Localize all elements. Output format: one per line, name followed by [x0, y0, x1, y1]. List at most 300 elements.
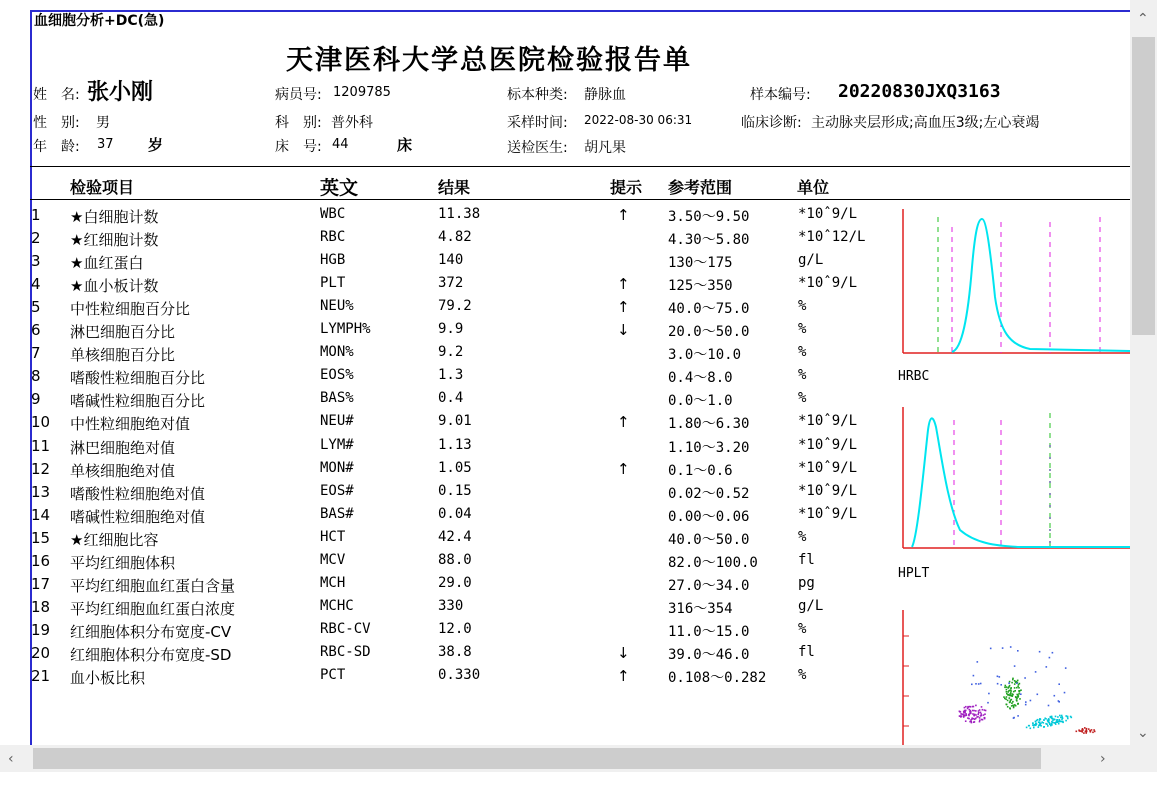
patient-dept: 普外科	[331, 115, 373, 131]
scatter-point	[999, 676, 1001, 678]
row-number: 3	[31, 252, 41, 271]
item-code: EOS%	[320, 367, 354, 384]
scatter-point	[1041, 721, 1043, 723]
scatter-point	[1009, 681, 1011, 683]
item-reference: 40.0～75.0	[668, 301, 750, 318]
scatter-point	[1032, 722, 1034, 724]
top-border	[30, 10, 1130, 12]
scatter-point	[1061, 716, 1063, 718]
scatter-point	[1015, 705, 1017, 707]
specimen-label: 标本种类:	[507, 87, 568, 103]
item-unit: %	[798, 390, 807, 407]
scatter-point	[973, 675, 975, 677]
diagnosis: 主动脉夹层形成;高血压3级;左心衰竭	[811, 115, 1040, 131]
item-name: 红细胞体积分布宽度-CV	[70, 622, 232, 641]
header-rule-bottom	[30, 199, 1130, 200]
patient-age: 37	[97, 137, 114, 152]
scatter-point	[1051, 716, 1053, 718]
item-unit: %	[798, 344, 807, 361]
scatter-point	[1043, 719, 1045, 721]
scatter-point	[969, 713, 971, 715]
item-unit: *10ˆ9/L	[798, 275, 858, 292]
row-number: 13	[31, 482, 51, 501]
item-unit: *10ˆ9/L	[798, 413, 858, 430]
scroll-left-icon[interactable]: ‹	[8, 751, 14, 767]
item-code: MCV	[320, 551, 346, 568]
item-code: HCT	[320, 528, 346, 545]
item-reference: 4.30～5.80	[668, 232, 750, 249]
scatter-point	[1071, 717, 1073, 719]
scatter-point	[1011, 705, 1013, 707]
scatter-point	[1058, 723, 1060, 725]
plt-histogram	[900, 405, 1130, 553]
scatter-point	[1011, 682, 1013, 684]
scatter-point	[1035, 722, 1037, 724]
scatter-point	[1012, 678, 1014, 680]
scatter-point	[1017, 680, 1019, 682]
dc-scattergram	[900, 608, 1130, 745]
scatter-point	[963, 712, 965, 714]
scroll-right-icon[interactable]: ›	[1100, 751, 1106, 767]
scatter-point	[1083, 732, 1085, 734]
row-number: 11	[31, 436, 51, 455]
item-reference: 3.50～9.50	[668, 209, 750, 225]
scatter-point	[1090, 730, 1092, 732]
item-unit: %	[798, 321, 807, 338]
item-name: 红细胞体积分布宽度-SD	[70, 645, 232, 664]
scatter-point	[987, 702, 989, 704]
scatter-point	[1008, 686, 1010, 688]
scatter-point	[976, 716, 978, 718]
item-reference: 0.108～0.282	[668, 670, 767, 686]
item-unit: *10ˆ9/L	[798, 206, 858, 222]
scatter-point	[1028, 725, 1030, 727]
item-code: BAS%	[320, 390, 354, 407]
scatter-point	[1037, 719, 1039, 721]
scatter-point	[1054, 695, 1056, 697]
scatter-point	[980, 683, 982, 685]
plt-plot-label: HPLT	[898, 566, 930, 581]
scatter-point	[969, 709, 971, 711]
item-result: 79.2	[438, 298, 472, 315]
item-name: ★白细胞计数	[70, 208, 159, 226]
scatter-point	[997, 676, 999, 678]
item-unit: %	[798, 620, 807, 637]
item-unit: %	[798, 667, 807, 683]
scatter-point	[1025, 701, 1027, 703]
item-reference: 125～350	[668, 278, 733, 295]
vertical-scroll-thumb[interactable]	[1132, 37, 1155, 335]
row-number: 5	[31, 298, 41, 317]
scatter-point	[979, 717, 981, 719]
item-reference: 1.80～6.30	[668, 416, 750, 433]
scatter-point	[1035, 671, 1037, 673]
scatter-point	[974, 721, 976, 723]
scatter-points	[959, 646, 1096, 734]
scatter-point	[1082, 731, 1084, 733]
scatter-point	[1011, 699, 1013, 701]
age-label: 年 龄:	[33, 139, 80, 155]
scatter-point	[1051, 723, 1053, 725]
header-rule-top	[30, 166, 1130, 167]
item-result: 1.05	[438, 459, 472, 476]
item-code: MON%	[320, 344, 354, 361]
item-result: 1.13	[438, 436, 472, 453]
scatter-point	[1011, 702, 1013, 704]
row-number: 8	[31, 367, 41, 386]
item-unit: g/L	[798, 252, 824, 269]
item-result: 0.04	[438, 505, 472, 522]
gender-label: 性 别:	[33, 115, 80, 131]
dept-label: 科 别:	[275, 115, 322, 131]
item-name: ★红细胞计数	[70, 231, 159, 250]
scatter-point	[1052, 718, 1054, 720]
doctor: 胡凡果	[584, 140, 626, 156]
item-unit: %	[798, 298, 807, 315]
item-result: 29.0	[438, 574, 472, 591]
item-flag: ↑	[617, 459, 630, 478]
item-name: ★血红蛋白	[70, 254, 144, 273]
scatter-point	[975, 710, 977, 712]
scatter-point	[1039, 651, 1041, 653]
scatter-point	[979, 709, 981, 711]
scatter-point	[1088, 728, 1090, 730]
scatter-point	[1006, 686, 1008, 688]
scatter-point	[1018, 687, 1020, 689]
scatter-point	[978, 683, 980, 685]
item-name: 嗜酸性粒细胞百分比	[70, 369, 206, 388]
scatter-point	[1030, 700, 1032, 702]
scatter-point	[1009, 690, 1011, 692]
item-unit: *10ˆ9/L	[798, 459, 858, 476]
row-number: 15	[31, 528, 51, 547]
item-flag: ↑	[617, 413, 630, 432]
scatter-point	[1030, 728, 1032, 730]
scatter-point	[1024, 677, 1026, 679]
scatter-point	[1039, 721, 1041, 723]
scatter-point	[1012, 705, 1014, 707]
scatter-point	[1067, 716, 1069, 718]
diagnosis-label: 临床诊断:	[741, 115, 802, 131]
scatter-point	[968, 718, 970, 720]
item-unit: %	[798, 367, 807, 384]
scatter-point	[969, 711, 971, 713]
item-unit: fl	[798, 643, 815, 660]
scatter-point	[974, 714, 976, 716]
age-unit: 岁	[148, 136, 164, 154]
scatter-point	[1009, 693, 1011, 695]
sample-no-label: 样本编号:	[750, 87, 811, 103]
scatter-point	[1025, 704, 1027, 706]
scatter-point	[964, 715, 966, 717]
bed-label: 床 号:	[275, 139, 322, 155]
section-title: 血细胞分析+DC(急)	[34, 13, 165, 29]
scatter-point	[1067, 718, 1069, 720]
scatter-point	[1059, 715, 1061, 717]
scatter-point	[960, 713, 962, 715]
scroll-corner	[1130, 745, 1157, 772]
scatter-point	[959, 715, 961, 717]
scatter-point	[982, 709, 984, 711]
scatter-point	[1058, 701, 1060, 703]
scatter-point	[1038, 726, 1040, 728]
item-reference: 0.1～0.6	[668, 462, 733, 479]
item-code: HGB	[320, 252, 346, 269]
record-label: 病员号:	[275, 87, 322, 103]
item-result: 1.3	[438, 367, 464, 384]
scatter-point	[1014, 687, 1016, 689]
row-number: 12	[31, 459, 51, 478]
report-title: 天津医科大学总医院检验报告单	[286, 45, 692, 76]
scroll-up-icon[interactable]: ⌃	[1137, 11, 1149, 27]
scatter-point	[1046, 666, 1048, 668]
scatter-point	[1058, 683, 1060, 685]
scatter-point	[975, 718, 977, 720]
item-result: 0.330	[438, 667, 481, 683]
item-name: 血小板比积	[70, 669, 146, 687]
row-number: 17	[31, 574, 51, 593]
row-number: 7	[31, 344, 41, 363]
item-code: EOS#	[320, 482, 354, 499]
header-en: 英文	[320, 177, 359, 199]
scatter-point	[964, 710, 966, 712]
rbc-curve	[952, 219, 1130, 352]
scatter-point	[967, 706, 969, 708]
item-code: LYM#	[320, 436, 354, 453]
item-result: 4.82	[438, 229, 472, 246]
scatter-point	[1016, 694, 1018, 696]
scatter-point	[1017, 650, 1019, 652]
scatter-point	[1065, 720, 1067, 722]
scatter-point	[1009, 697, 1011, 699]
scatter-point	[1086, 728, 1088, 730]
item-code: WBC	[320, 206, 346, 222]
scatter-point	[972, 713, 974, 715]
scatter-point	[980, 713, 982, 715]
patient-name: 张小刚	[87, 79, 154, 105]
item-unit: *10ˆ9/L	[798, 482, 858, 499]
scatter-point	[1092, 732, 1094, 734]
item-code: MON#	[320, 459, 354, 476]
scroll-down-icon[interactable]: ⌄	[1137, 725, 1149, 741]
scatter-point	[1049, 657, 1051, 659]
scatter-point	[1059, 720, 1061, 722]
item-reference: 11.0～15.0	[668, 623, 750, 640]
scatter-point	[984, 713, 986, 715]
header-item: 检验项目	[70, 178, 135, 197]
scatter-point	[1017, 703, 1019, 705]
sample-time-label: 采样时间:	[507, 115, 568, 131]
scatter-point	[961, 715, 963, 717]
scatter-point	[973, 718, 975, 720]
item-name: ★红细胞比容	[70, 530, 159, 549]
scatter-point	[970, 706, 972, 708]
scatter-point	[1043, 726, 1045, 728]
scatter-point	[1039, 718, 1041, 720]
item-name: 嗜酸性粒细胞绝对值	[70, 484, 206, 503]
row-number: 19	[31, 620, 51, 639]
item-code: BAS#	[320, 505, 354, 522]
scatter-point	[1007, 706, 1009, 708]
scatter-point	[959, 711, 961, 713]
scatter-point	[981, 706, 983, 708]
scatter-point	[1037, 694, 1039, 696]
item-unit: g/L	[798, 597, 824, 614]
scatter-point	[1049, 722, 1051, 724]
scatter-point	[1080, 730, 1082, 732]
scatter-point	[1017, 696, 1019, 698]
scatter-point	[1020, 689, 1022, 691]
scatter-point	[1006, 696, 1008, 698]
item-name: 淋巴细胞绝对值	[70, 438, 176, 457]
item-flag: ↑	[617, 298, 630, 317]
patient-bed: 44	[332, 137, 349, 152]
item-result: 0.15	[438, 482, 472, 499]
scatter-point	[1010, 646, 1012, 648]
item-unit: pg	[798, 574, 815, 591]
bed-unit: 床	[397, 136, 413, 154]
item-name: ★血小板计数	[70, 277, 159, 296]
scatter-point	[1062, 721, 1064, 723]
scatter-point	[1017, 715, 1019, 717]
item-flag: ↓	[617, 643, 630, 662]
scatter-point	[1052, 722, 1054, 724]
item-code: RBC-SD	[320, 643, 371, 660]
item-flag: ↓	[617, 321, 630, 340]
scatter-point	[1064, 692, 1066, 694]
scatter-point	[975, 714, 977, 716]
sample-time: 2022-08-30 06:31	[584, 113, 693, 127]
item-code: MCHC	[320, 597, 354, 614]
item-name: 嗜碱性粒细胞绝对值	[70, 507, 206, 526]
item-result: 38.8	[438, 643, 472, 660]
scatter-point	[977, 714, 979, 716]
scatter-point	[988, 693, 990, 695]
item-code: NEU#	[320, 413, 354, 430]
scatter-point	[1019, 683, 1021, 685]
item-flag: ↑	[617, 206, 630, 224]
scatter-point	[1045, 723, 1047, 725]
item-reference: 27.0～34.0	[668, 577, 750, 594]
header-result: 结果	[438, 178, 471, 197]
item-unit: fl	[798, 551, 815, 568]
scatter-point	[965, 720, 967, 722]
row-number: 1	[31, 206, 41, 224]
item-result: 0.4	[438, 390, 464, 407]
item-unit: %	[798, 528, 807, 545]
scatter-point	[1054, 722, 1056, 724]
scatter-point	[968, 715, 970, 717]
scatter-point	[978, 712, 980, 714]
item-code: LYMPH%	[320, 321, 371, 338]
item-result: 11.38	[438, 206, 481, 222]
item-code: NEU%	[320, 298, 354, 315]
item-code: MCH	[320, 574, 346, 591]
scatter-point	[1013, 717, 1015, 719]
scatter-point	[1010, 687, 1012, 689]
row-number: 4	[31, 275, 41, 294]
scatter-point	[979, 720, 981, 722]
scatter-point	[1016, 687, 1018, 689]
item-result: 9.9	[438, 321, 464, 338]
item-reference: 316～354	[668, 600, 733, 617]
doctor-label: 送检医生:	[507, 140, 568, 156]
scatter-point	[1086, 732, 1088, 734]
item-reference: 0.00～0.06	[668, 508, 750, 525]
scatter-point	[977, 661, 979, 663]
row-number: 14	[31, 505, 51, 524]
item-name: 平均红细胞血红蛋白含量	[70, 576, 236, 595]
scatter-point	[972, 706, 974, 708]
item-reference: 1.10～3.20	[668, 439, 750, 456]
row-number: 18	[31, 597, 51, 616]
scatter-point	[1040, 725, 1042, 727]
item-name: 平均红细胞体积	[70, 553, 176, 572]
scatter-point	[972, 710, 974, 712]
scatter-point	[1044, 718, 1046, 720]
scatter-point	[1014, 665, 1016, 667]
item-result: 88.0	[438, 551, 472, 568]
row-number: 10	[31, 413, 51, 432]
horizontal-scroll-thumb[interactable]	[33, 748, 1041, 769]
scatter-point	[1002, 647, 1004, 649]
scatter-point	[1057, 716, 1059, 718]
scatter-point	[971, 722, 973, 724]
item-reference: 82.0～100.0	[668, 554, 758, 571]
item-reference: 130～175	[668, 255, 733, 272]
rbc-histogram	[900, 207, 1130, 357]
scatter-point	[1054, 719, 1056, 721]
item-result: 9.01	[438, 413, 472, 430]
scatter-point	[1033, 727, 1035, 729]
scatter-point	[1047, 719, 1049, 721]
header-unit: 单位	[797, 178, 830, 197]
scatter-point	[1060, 717, 1062, 719]
scatter-point	[1012, 694, 1014, 696]
scatter-point	[1009, 708, 1011, 710]
item-name: 单核细胞百分比	[70, 346, 176, 365]
patient-gender: 男	[96, 115, 110, 131]
scatter-point	[1005, 685, 1007, 687]
header-flag: 提示	[610, 178, 643, 197]
item-name: 单核细胞绝对值	[70, 461, 176, 480]
scatter-point	[1078, 729, 1080, 731]
item-code: RBC	[320, 229, 346, 246]
scatter-point	[1019, 690, 1021, 692]
item-reference: 0.0～1.0	[668, 393, 733, 410]
scatter-point	[1065, 667, 1067, 669]
item-reference: 3.0～10.0	[668, 347, 742, 364]
row-number: 16	[31, 551, 51, 570]
scatter-point	[1004, 687, 1006, 689]
patient-record: 1209785	[333, 85, 391, 100]
scatter-point	[973, 710, 975, 712]
row-number: 9	[31, 390, 41, 409]
scatter-point	[964, 707, 966, 709]
item-result: 330	[438, 597, 464, 614]
row-number: 21	[31, 667, 51, 685]
scatter-point	[1033, 725, 1035, 727]
scatter-point	[975, 683, 977, 685]
item-code: PCT	[320, 667, 346, 683]
scatter-point	[1056, 719, 1058, 721]
scatter-point	[1015, 696, 1017, 698]
item-result: 372	[438, 275, 464, 292]
scatter-point	[1035, 721, 1037, 723]
item-name: 淋巴细胞百分比	[70, 323, 176, 342]
scatter-point	[1016, 698, 1018, 700]
item-name: 中性粒细胞百分比	[70, 300, 191, 319]
